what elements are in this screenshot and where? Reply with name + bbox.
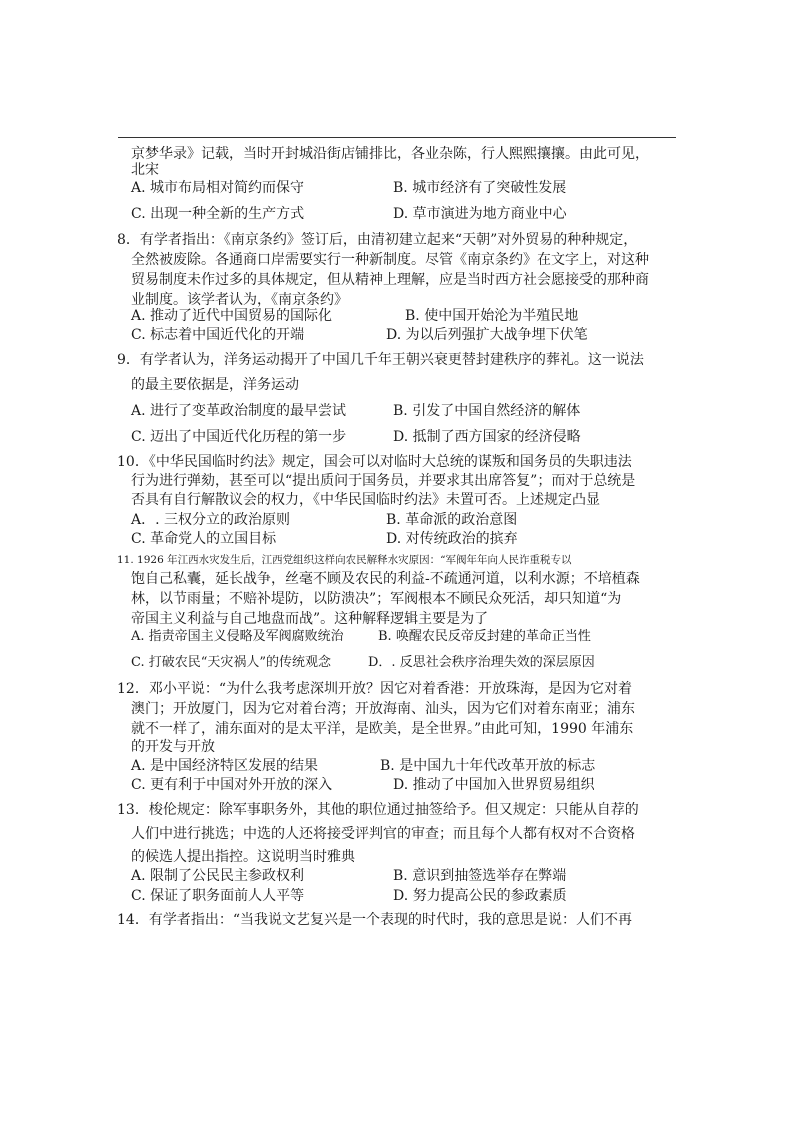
q11-option-b: B. 唤醒农民反帝反封建的革命正当性	[378, 629, 591, 644]
q11-stem-line2: 饱自己私囊，延长战争，丝毫不顾及农民的利益-不疏通河道，以利水源；不培植森	[131, 571, 640, 587]
q10-option-d: D. 对传统政治的摈弃	[386, 531, 518, 547]
q9-option-d: D. 抵制了西方国家的经济侵略	[393, 429, 581, 445]
q12-stem-line1: 12．邓小平说：“为什么我考虑深圳开放？因它对着香港：开放珠海，是因为它对着	[117, 681, 632, 697]
q7-option-d: D. 草市演进为地方商业中心	[393, 206, 567, 222]
q14-stem-line1: 14．有学者指出：“当我说文艺复兴是一个表现的时代时，我的意思是说：人们不再	[117, 912, 632, 928]
q12-option-c: C. 更有利于中国对外开放的深入	[131, 777, 333, 793]
q12-option-a: A. 是中国经济特区发展的结果	[131, 758, 319, 774]
q10-stem-line1: 10．《中华民国临时约法》规定，国会可以对临时大总统的谋叛和国务员的失职违法	[117, 454, 632, 470]
q9-stem-line2: 的最主要依据是，洋务运动	[131, 377, 299, 393]
q12-stem-line3: 就不一样了，浦东面对的是太平洋，是欧美，是全世界。”由此可知，1990 年浦东	[131, 721, 634, 737]
q8-stem-line4: 业制度。该学者认为，《南京条约》	[131, 292, 348, 308]
q7-stem-line1: 京梦华录》记载，当时开封城沿街店铺排比，各业杂陈，行人熙熙攘攘。由此可见，	[131, 146, 649, 162]
q13-stem-line2: 人们中进行挑选；中选的人还将接受评判官的审查；而且每个人都有权对不合资格	[131, 826, 635, 842]
q8-stem-line2: 全然被废除。各通商口岸需要实行一种新制度。尽管《南京条约》在文字上，对这种	[131, 252, 649, 268]
q10-option-c: C. 革命党人的立国目标	[131, 531, 277, 547]
top-rule	[118, 137, 676, 138]
q11-option-c: C. 打破农民“天灾祸人”的传统观念	[131, 655, 332, 670]
q12-option-b: B. 是中国九十年代改革开放的标志	[380, 758, 596, 774]
q13-stem-line3: 的候选人提出指控。这说明当时雅典	[131, 849, 355, 865]
q8-stem-line3: 贸易制度未作过多的具体规定，但从精神上理解，应是当时西方社会愿接受的那种商	[131, 272, 649, 288]
q11-stem-line1: 11. 1926 年江西水灾发生后，江西党组织这样向农民解释水灾原因：“军阀年年向人民诈重税专以	[117, 554, 572, 566]
q8-option-a: A. 推动了近代中国贸易的国际化	[131, 308, 333, 324]
q7-stem-line2: 北宋	[131, 162, 159, 178]
q12-option-d: D. 推动了中国加入世界贸易组织	[393, 777, 595, 793]
q13-stem-line1: 13．梭伦规定：除军事职务外，其他的职位通过抽签给予。但又规定：只能从自荐的	[117, 802, 639, 818]
q7-option-c: C. 出现一种全新的生产方式	[131, 206, 305, 222]
q7-option-b: B. 城市经济有了突破性发展	[393, 180, 567, 196]
q13-option-d: D. 努力提高公民的参政素质	[393, 888, 567, 904]
q10-stem-line2: 行为进行弹劾，甚至可以“提出质问于国务员，并要求其出席答复”；而对于总统是	[131, 473, 636, 489]
q13-option-b: B. 意识到抽签选举存在弊端	[393, 868, 567, 884]
q8-option-d: D. 为以后列强扩大战争埋下伏笔	[386, 327, 588, 343]
q11-stem-line3: 林，以节雨量；不赔补堤防，以防溃决”；军阀根本不顾民众死活，却只知道“为	[131, 591, 622, 607]
q8-stem-line1: 8．有学者指出：《南京条约》签订后，由清初建立起来“天朝”对外贸易的种种规定，	[117, 232, 638, 248]
q10-stem-line3: 否具有自行解散议会的权力，《中华民国临时约法》未置可否。上述规定凸显	[131, 492, 600, 508]
q8-option-b: B. 使中国开始沦为半殖民地	[405, 308, 579, 324]
q12-stem-line4: 的开发与开放	[131, 739, 215, 755]
q11-stem-line4: 帝国主义利益与自己地盘而战”。这种解释逻辑主要是为了	[131, 611, 489, 627]
q9-option-c: C. 迈出了中国近代化历程的第一步	[131, 429, 347, 445]
q12-stem-line2: 澳门；开放厦门，因为它对着台湾；开放海南、汕头，因为它们对着东南亚；浦东	[131, 701, 635, 717]
q11-option-d: D．. 反思社会秩序治理失效的深层原因	[368, 655, 595, 670]
q13-option-c: C. 保证了职务面前人人平等	[131, 888, 305, 904]
q9-stem-line1: 9．有学者认为，洋务运动揭开了中国几千年王朝兴衰更替封建秩序的葬礼。这一说法	[117, 352, 644, 368]
q13-option-a: A. 限制了公民民主参政权利	[131, 868, 305, 884]
q8-option-c: C. 标志着中国近代化的开端	[131, 327, 305, 343]
q9-option-a: A. 进行了变革政治制度的最早尝试	[131, 403, 347, 419]
q11-option-a: A. 指责帝国主义侵略及军阀腐败统治	[131, 629, 344, 644]
q9-option-b: B. 引发了中国自然经济的解体	[393, 403, 581, 419]
q7-option-a: A. 城市布局相对简约而保守	[131, 180, 305, 196]
q10-option-a: A．. 三权分立的政治原则	[131, 512, 291, 528]
q10-option-b: B. 革命派的政治意图	[386, 512, 518, 528]
